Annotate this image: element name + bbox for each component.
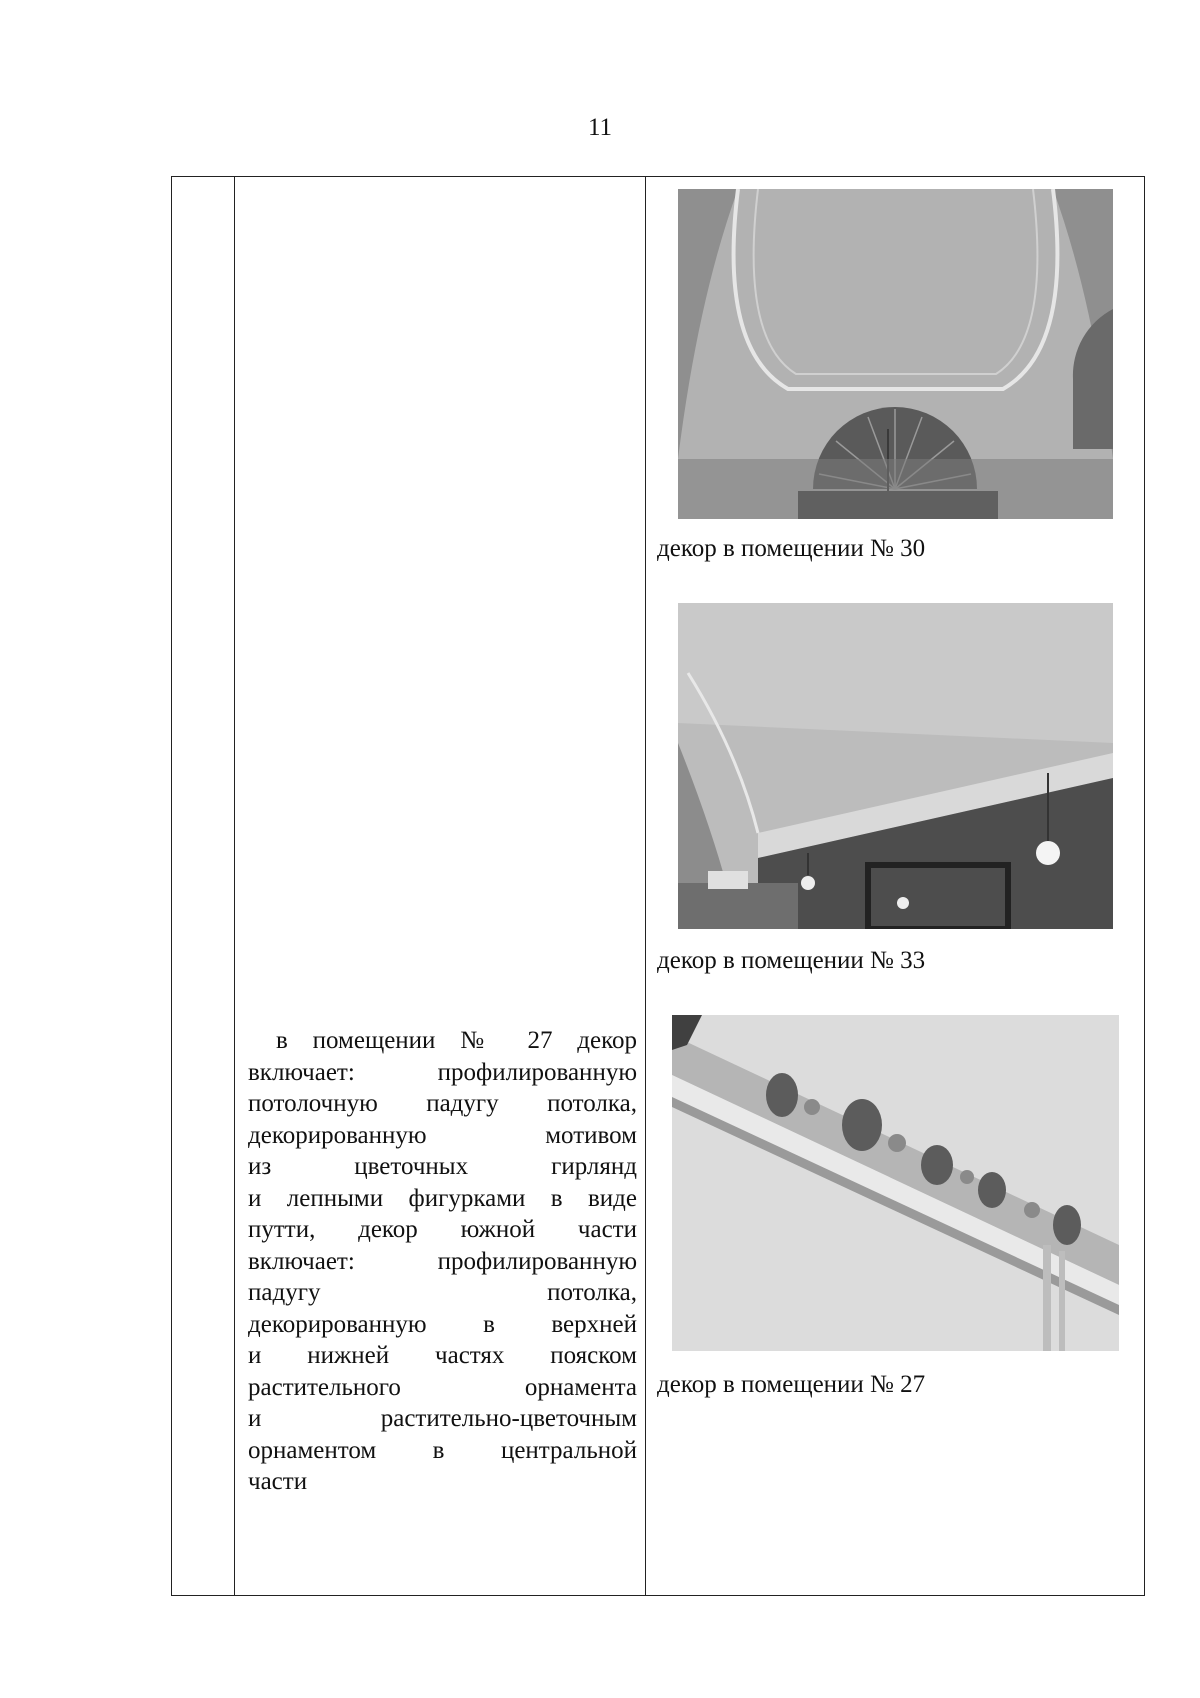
description-line: включает: профилированную	[248, 1247, 637, 1275]
description-line: и нижней частях пояском	[248, 1342, 637, 1369]
page-number: 11	[587, 114, 613, 141]
description-line: потолочную падугу потолка,	[248, 1090, 637, 1117]
description-line: и растительно-цветочным	[248, 1405, 637, 1432]
description-line: из цветочных гирлянд	[248, 1153, 637, 1180]
ceiling-beam-photo-image	[678, 603, 1113, 929]
column-divider	[645, 177, 646, 1595]
description-line: декорированную в верхней	[248, 1310, 637, 1338]
column-divider	[234, 177, 235, 1595]
ceiling-photo-image	[678, 189, 1113, 519]
decor-description	[248, 1025, 637, 1498]
photo-caption: декор в помещении № 30	[657, 535, 926, 562]
document-table	[171, 176, 1145, 1596]
photo-room-30	[678, 189, 1113, 519]
description-line: включает: профилированную	[248, 1058, 637, 1086]
description-line: декорированную мотивом	[248, 1121, 637, 1149]
photo-room-33	[678, 603, 1113, 929]
description-line: растительного орнамента	[248, 1373, 637, 1401]
description-line: и лепными фигурками в виде	[248, 1184, 637, 1212]
description-line: путти, декор южной части	[248, 1216, 637, 1243]
description-line: падугу потолка,	[248, 1279, 637, 1306]
photo-caption: декор в помещении № 27	[657, 1371, 926, 1398]
photo-caption: декор в помещении № 33	[657, 947, 926, 974]
description-line: в помещении № 27 декор	[276, 1027, 637, 1054]
photo-room-27	[672, 1015, 1119, 1351]
cornice-photo-image	[672, 1015, 1119, 1351]
description-line: орнаментом в центральной	[248, 1436, 637, 1464]
description-line: части	[248, 1468, 308, 1495]
